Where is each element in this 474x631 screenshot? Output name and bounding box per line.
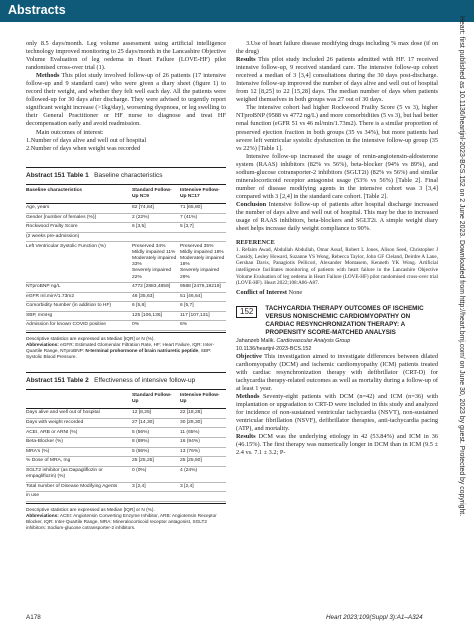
table-cell: Rockwood Frailty Score xyxy=(26,224,78,230)
reference-entry: 1. Refaim Awad, Abdullah Abdullah, Omar Assaf, Robert L Jones, Alison Seed, Christopher J Cassidy, Lesley Howard, Suzanne YS Wong, Rebecca Taylor, John GF Cleland, Deirdre A Lane, Gershan Davis, Panagiotis Pellicori, Alexander Montasem, Kenneth YK Wong. Artificial intelligence facilitates monitoring of patients with heart failure in the Lancashire Objective Volume Evaluation of leg oedema in Heart Failure (LOVE-HF) pilot randomised cross-over trial (LOVE-HF). Heart 2022;108:A86-A87. xyxy=(236,247,438,287)
table-cell xyxy=(132,493,180,499)
table-row xyxy=(26,438,226,448)
outcome-2: 2.Number of days when weight was recorded xyxy=(26,144,141,152)
table-cell: Total number of Disease Modifying Agents xyxy=(26,483,118,489)
table-cell: 11 (65%) xyxy=(180,429,200,435)
table-row xyxy=(26,283,226,293)
table-cell: Comorbidity Number (in addition to HF) xyxy=(26,303,112,309)
author-line xyxy=(236,337,438,345)
table-cell: 82 [74,84] xyxy=(132,205,154,211)
frailty-paragraph: The intensive cohort had higher Rockwood Frailty Score (5 vs 3), higher NTproBNP (9588 vs 4772 ng/L) and more comorbidities (5 vs 3), but had better renal function (eGFR 51 vs 46 ml/min/1.73m2). There is a similar proportion of preserved ejection fraction in both groups (35 vs 34%), but more patients had severe left ventricular systolic dysfunction in the intensive follow-up group (35 vs 22%) [Table 1]. xyxy=(236,104,438,152)
author-name: Jahanzeb Malik. xyxy=(236,337,275,344)
table-cell: 13 (76%) xyxy=(180,448,200,454)
table-cell: MRA's (%) xyxy=(26,448,50,454)
table-2-header-cell: Intensive Follow-Up xyxy=(180,392,220,405)
results-152-text: DCM was the underlying etiology in 42 (53.84%) and ICM in 36 (46.15%). The first therapy was numerically longer in DCM than in ICM (9.5 ± 2.4 vs. 7.1 ± 3.2; P- xyxy=(236,433,438,457)
objective-paragraph xyxy=(236,353,438,393)
table-cell: 51 [46,64] xyxy=(180,293,202,299)
table-cell: 6% xyxy=(180,322,188,328)
table-1-header-cell: Standard Follow-Up N=9 xyxy=(132,187,172,199)
medication-paragraph: Intensive follow-up increased the usage of renin-angiotensin-aldosterone system (RAAS) inhibitors (82% vs 56%), beta-blocker (94% vs 89%), and sodium-glucose cotransporter-2 inhibitors (SGLT2i) (82% vs 56%) and similar mineralocorticoid receptor antagonist usage (53% vs 56%) [Table 2]. Final number of disease modifying agents in the intensive cohort was 3 [3,4] compared with 3 [2,4] in the standard care cohort. [Table 2]. xyxy=(236,152,438,200)
table-row xyxy=(26,204,226,214)
table-1-note-bold: N-terminal prohormone of brain natriuretic peptide xyxy=(85,347,199,353)
table-2 xyxy=(26,372,226,531)
table-1 xyxy=(26,167,226,360)
table-1-header-cell: Baseline characteristics xyxy=(26,187,83,193)
methods-152-paragraph xyxy=(236,393,438,433)
table-cell: Age, years xyxy=(26,205,50,211)
conclusion-label: Conclusion xyxy=(236,200,267,208)
table-cell: 6 [5,7] xyxy=(180,303,194,309)
table-2-header-cell xyxy=(26,393,132,405)
table-cell: 8 (89%) xyxy=(132,439,150,445)
table-1-note-3: , SBP: Systolic Blood Pressure. xyxy=(26,347,212,359)
table-cell: 3 [2,4] xyxy=(132,483,146,489)
table-cell: 117 [107,131] xyxy=(180,312,210,318)
table-cell: Gender [number of females (%)] xyxy=(26,214,96,220)
page-number: A178 xyxy=(26,614,41,621)
table-cell: 16 (94%) xyxy=(180,439,200,445)
results-text: This pilot study included 26 patients admitted with HF. 17 received intensive follow-up, 9 received standard care. The intensive follow-up cohort received a median of 3 [3,4] consultations during the 30 days post-discharge. Intensive follow-up improved the number of days alive and well out of hospital from 12 [8,25] to 22 [15,28] days. The median number of days when patients weighed themselves in both groups was 27 out of 30 days. xyxy=(236,56,438,104)
outcome-3: 3.Use of heart failure disease modifying drugs including % max dose (if on the drug) xyxy=(236,40,438,56)
table-2-note-1: Descriptive statistics are expressed as Median [IQR] or N (%). xyxy=(26,506,155,512)
table-2-header xyxy=(26,390,226,409)
table-cell: (2 weeks pre-admission) xyxy=(26,233,80,239)
table-cell: 9588 [2476,19219] xyxy=(180,284,221,290)
table-2-label: Abstract 151 Table 2 xyxy=(26,376,89,384)
table-row xyxy=(26,467,226,483)
table-1-note-2: eGFR: Estimated Glomerular Filtration Rate, HF: Heart Failure, IQR: Inter-Quartile Range, NTproBNP: xyxy=(26,341,215,353)
abstract-152-header xyxy=(236,305,438,337)
right-column xyxy=(236,40,438,457)
table-row xyxy=(26,233,226,243)
table-cell: Days alive and well out of hospital xyxy=(26,410,100,416)
table-cell: 5 (56%) xyxy=(132,429,150,435)
table-cell: 46 [35,63] xyxy=(132,293,154,299)
doi: 10.1136/heartjnl-2023-BCS.152 xyxy=(236,345,312,352)
table-row xyxy=(26,448,226,458)
table-cell: 7 (41%) xyxy=(180,214,198,220)
table-cell: 2 (22%) xyxy=(132,214,150,220)
table-row xyxy=(26,312,226,322)
conflict-paragraph xyxy=(236,289,438,297)
table-row xyxy=(26,409,226,419)
table-row xyxy=(26,428,226,438)
table-cell: 27 [14,30] xyxy=(132,420,154,426)
table-1-label: Abstract 151 Table 1 xyxy=(26,171,89,179)
paragraph-continuation: only 8.5 days/month. Leg volume assessment using artificial intelligence technology improved monitoring to 25 days/month in the Lancashire Objective Volume Evaluation of leg oedema in Heart Failure (LOVE-HF) pilot randomised cross-over trial (1). xyxy=(26,40,226,72)
table-cell: 12 [8,25] xyxy=(132,410,152,416)
table-cell: 3 [2,4] xyxy=(180,483,194,489)
table-2-abbrev-label: Abbreviations: xyxy=(26,512,59,518)
table-2-note-2: ACEI: Angiotensin Converting Enzyme Inhibitor, ARB: Angiotensin Receptor Blocker, IQR: Inter-Quartile Range, MRA: Mineralocorticoid receptor antagonist, SGLT2 inhibitors: Sodium-glucose cotransporter-2 inhibitors. xyxy=(26,512,217,530)
table-cell: Preserved 34% Mildly impaired 11% Moderately impaired 33% Severely impaired 22% xyxy=(132,243,177,280)
table-cell: 6 [3,5] xyxy=(132,224,146,230)
journal-citation: Heart 2023;109(Suppl 3):A1–A324 xyxy=(326,614,423,621)
author-affiliation: Cardiovascular Analysis Group xyxy=(276,337,351,344)
table-1-abbrev-label: Abbreviations: xyxy=(26,341,59,347)
table-cell: Preserved 35% Mildly impaired 18% Moderately impaired 18% Severely impaired 29% xyxy=(180,243,225,280)
table-cell: 22 [18,28] xyxy=(180,410,202,416)
conclusion-paragraph xyxy=(236,201,438,233)
methods-label: Methods xyxy=(36,72,60,80)
table-row xyxy=(26,483,226,493)
table-cell xyxy=(132,234,180,240)
abstract-number: 152 xyxy=(236,306,257,318)
objective-text: This investigation aimed to investigate differences between dilated cardiomyopathy (DCM) and ischemic cardiomyopathy (ICM) patients treated with cardiac resynchronization therapy with defibrillator (CRT-D) for tachycardia therapy-related outcomes as well as mortality during a follow-up of at least 1 year. xyxy=(236,352,438,393)
table-cell: NTproBNP ng/L xyxy=(26,284,61,290)
table-cell: in use xyxy=(26,493,40,499)
table-cell xyxy=(180,493,226,499)
table-1-title xyxy=(26,168,226,185)
table-cell: 0 (0%) xyxy=(132,467,147,473)
methods-paragraph xyxy=(26,72,226,128)
results-152-paragraph xyxy=(236,433,438,457)
table-cell: Days with weight recorded xyxy=(26,420,84,426)
table-cell: 4772 [2883,4859] xyxy=(132,284,171,290)
table-cell: 25 [25,50] xyxy=(180,458,202,464)
copyright-sidebar: Heart: first published as 10.1136/heartjnl-2023-BCS.152 on 2 June 2023. Downloaded from http://heart.bmj.com/ on June 30, 2023 by guest. Protected by copyright. xyxy=(458,16,465,517)
section-title: Abstracts xyxy=(8,3,66,17)
methods-152-label: Methods xyxy=(236,393,260,401)
table-cell: SBP, mmHg xyxy=(26,312,53,318)
table-cell: eGFR ml.min¹/1.73m2 xyxy=(26,293,75,299)
left-column xyxy=(26,40,226,531)
table-row xyxy=(26,492,226,502)
table-cell: 5 [3,7] xyxy=(180,224,194,230)
outcome-1: 1.Number of days alive and well out of hospital xyxy=(26,136,147,144)
table-2-body xyxy=(26,409,226,501)
table-2-title xyxy=(26,373,226,390)
table-row xyxy=(26,293,226,303)
results-paragraph xyxy=(236,56,438,104)
conclusion-text: Intensive follow-up of patients after hospital discharge increased the number of days alive and well out of hospital. This may be due to increased usage of RAAS inhibitors, beta-blockers and SGLT2i. A simple weight diary sheet helps increase daily weight compliance to 90%. xyxy=(236,200,438,233)
abstract-title: TACHYCARDIA THERAPY OUTCOMES OF ISCHEMIC VERSUS NONISCHEMIC CARDIOMYOPATHY ON CARDIAC RESYNCHRONIZATION THERAPY: A PROPENSITY SCORE-MATCHED ANALYSIS xyxy=(265,304,424,336)
table-row xyxy=(26,214,226,224)
table-cell: Admission for known COVID positive xyxy=(26,322,106,328)
header-bar xyxy=(0,0,474,22)
table-row xyxy=(26,302,226,312)
table-cell: ACEI, ARB or ARNI (%) xyxy=(26,429,78,435)
table-1-note xyxy=(26,332,226,360)
table-cell: 5 (56%) xyxy=(132,448,150,454)
table-cell: 71 [65,80] xyxy=(180,205,202,211)
table-row xyxy=(26,419,226,429)
table-cell: 125 [106,136] xyxy=(132,312,162,318)
table-2-note xyxy=(26,503,226,531)
table-row xyxy=(26,242,226,283)
table-cell xyxy=(180,234,226,240)
results-label: Results xyxy=(236,56,256,64)
table-1-note-1: Descriptive statistics are expressed as Median [IQR] or N (%). xyxy=(26,335,155,341)
table-1-header-cell: Intensive Follow-Up N=17 xyxy=(180,187,220,199)
table-1-header xyxy=(26,185,226,204)
methods-152-text: Seventy-eight patients with DCM (n=42) and ICM (n=36) with implantation or upgradation to CRT-D were included in this study and analyzed for incidence of non-sustained ventricular tachycardia (NSVT), non-sustained ventricular fibrillation (NSVF), defibrillator therapies, anti-tachycardia pacing (ATP), and mortality. xyxy=(236,393,438,433)
table-1-body xyxy=(26,204,226,331)
outcomes-intro: Main outcomes of interest: xyxy=(36,128,104,136)
methods-text: This pilot study involved follow-up of 26 patients (17 intensive follow-up and 9 standard care) who were given a diary sheet (figure 1) to record their weight, and whether they felt well each day. All the patients were followed-up for 30 days after discharge. They were advised to urgently report significant weight increase (>1kg/day), worsening dyspnoea, or leg swelling to their General Practitioner or HF nurse to diagnose and treat HF decompensation early and avoid readmission. xyxy=(26,72,226,128)
reference-heading: REFERENCE xyxy=(236,239,275,247)
objective-label: Objective xyxy=(236,352,262,360)
table-cell: 6 [5,8] xyxy=(132,303,146,309)
table-cell: Beta-Blocker (%) xyxy=(26,439,63,445)
table-cell: Left Ventricular Systolic Function (%) xyxy=(26,243,106,249)
results-152-label: Results xyxy=(236,433,256,441)
table-2-caption: Effectiveness of intensive follow-up xyxy=(94,376,196,384)
table-row xyxy=(26,223,226,233)
table-cell: 0% xyxy=(132,322,140,328)
table-cell: 25 [25,25] xyxy=(132,458,154,464)
conflict-text: None xyxy=(288,288,303,296)
table-2-header-cell: Standard Follow-Up xyxy=(132,392,172,405)
table-row xyxy=(26,321,226,331)
table-1-caption: Baseline characteristics xyxy=(94,171,163,179)
table-cell: 4 (24%) xyxy=(180,467,198,473)
table-cell: % Dose of MRA, mg xyxy=(26,458,71,464)
table-cell: SGLT2 inhibitor (as Dapagliflozin or empagliflozin) (%) xyxy=(26,467,103,480)
conflict-label: Conflict of Interest xyxy=(236,288,287,296)
table-cell: 30 [28,30] xyxy=(180,420,202,426)
table-row xyxy=(26,457,226,467)
